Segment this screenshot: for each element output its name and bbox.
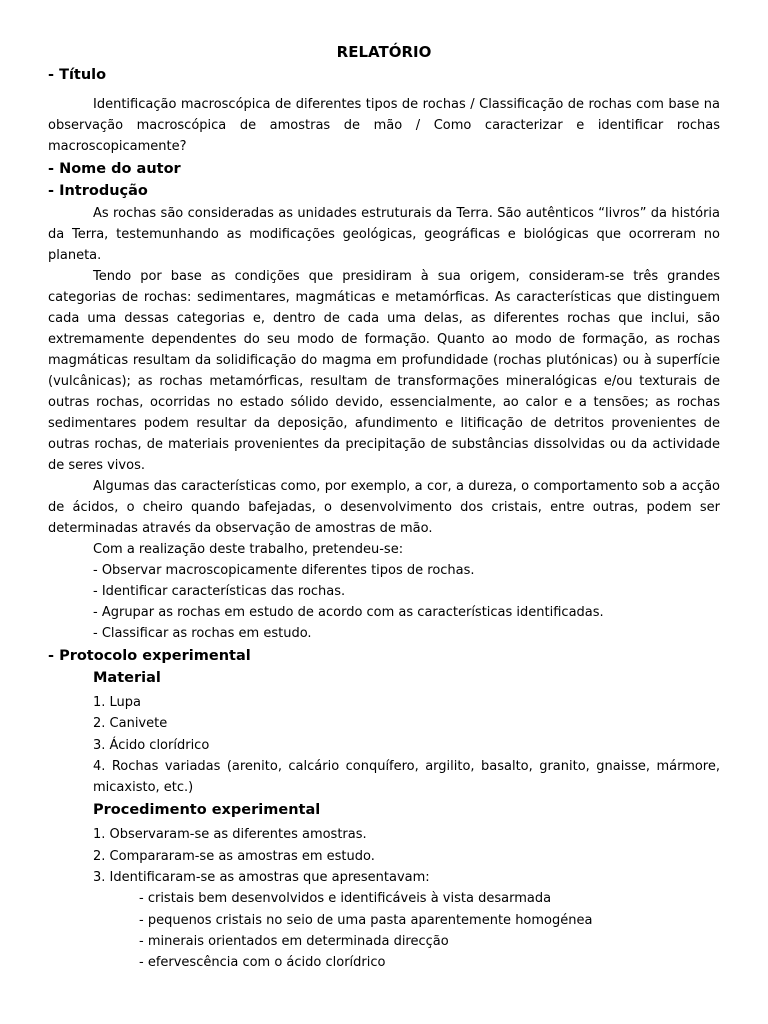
section-heading-introducao: - Introdução bbox=[48, 183, 148, 199]
procedure-step: 1. Observaram-se as diferentes amostras. bbox=[93, 827, 367, 843]
procedure-sub-item: - pequenos cristais no seio de uma pasta aparentemente homogénea bbox=[139, 912, 593, 928]
intro-paragraph-1: As rochas são consideradas as unidades estruturais da Terra. São autênticos “livros” da história da Terra, testemunhando as modificações geológicas, geográficas e biológicas que ocorreram no planeta. bbox=[48, 206, 720, 263]
material-item: 1. Lupa bbox=[93, 695, 142, 710]
objective-item: - Agrupar as rochas em estudo de acordo com as características identificadas. bbox=[93, 605, 604, 620]
procedure-step: 2. Compararam-se as amostras em estudo. bbox=[93, 848, 375, 864]
objective-item: - Identificar características das rochas. bbox=[93, 584, 346, 599]
objective-item: - Classificar as rochas em estudo. bbox=[93, 626, 312, 641]
procedure-step: 3. Identificaram-se as amostras que apresentavam: bbox=[93, 870, 430, 886]
material-item: 4. Rochas variadas (arenito, calcário conquífero, argilito, basalto, granito, gnaisse, mármore, micaxisto, etc.) bbox=[93, 758, 720, 796]
titulo-text: Identificação macroscópica de diferentes tipos de rochas / Classificação de rochas com base na observação macroscópica de amostras de mão / Como caracterizar e identificar rochas macroscopicamente? bbox=[48, 97, 720, 154]
intro-paragraph-3: Algumas das características como, por exemplo, a cor, a dureza, o comportamento sob a acção de ácidos, o cheiro quando bafejadas, o desenvolvimento dos cristais, entre outras, podem ser determinadas através da observação de amostras de mão. bbox=[48, 479, 720, 536]
subheading-material: Material bbox=[93, 670, 161, 686]
procedure-sub-item: - efervescência com o ácido clorídrico bbox=[139, 955, 386, 971]
section-heading-protocolo: - Protocolo experimental bbox=[48, 648, 251, 664]
section-heading-titulo: - Título bbox=[48, 67, 107, 83]
document-title: RELATÓRIO bbox=[336, 43, 432, 61]
material-item: 2. Canivete bbox=[93, 716, 168, 732]
intro-paragraph-2: Tendo por base as condições que presidiram à sua origem, consideram-se três grandes categorias de rochas: sedimentares, magmáticas e metamórficas. As características que distinguem cada uma dessas categorias e, dentro de cada uma delas, as diferentes rochas que inclui, são extremamente dependentes do seu modo de formação. Quanto ao modo de formação, as rochas magmáticas resultam da solidificação do magma em profundidade (rochas plutónicas) ou à superfície (vulcânicas); as rochas metamórficas, resultam de transformações mineralógicas e/ou texturais de outras rochas, ocorridas no estado sólido devido, essencialmente, ao calor e a tensões; as rochas sedimentares podem resultar da deposição, afundimento e litificação de detritos provenientes de outras rochas, de materiais provenientes da precipitação de substâncias dissolvidas ou da actividade de seres vivos. bbox=[48, 269, 720, 473]
section-heading-autor: - Nome do autor bbox=[48, 161, 181, 177]
procedure-sub-item: - cristais bem desenvolvidos e identificáveis à vista desarmada bbox=[139, 891, 552, 907]
material-item: 3. Ácido clorídrico bbox=[93, 737, 210, 753]
procedure-sub-item: - minerais orientados em determinada direcção bbox=[139, 933, 449, 949]
intro-paragraph-4: Com a realização deste trabalho, pretendeu-se: bbox=[93, 542, 404, 557]
objective-item: - Observar macroscopicamente diferentes tipos de rochas. bbox=[93, 563, 475, 578]
subheading-procedimento: Procedimento experimental bbox=[93, 802, 321, 819]
